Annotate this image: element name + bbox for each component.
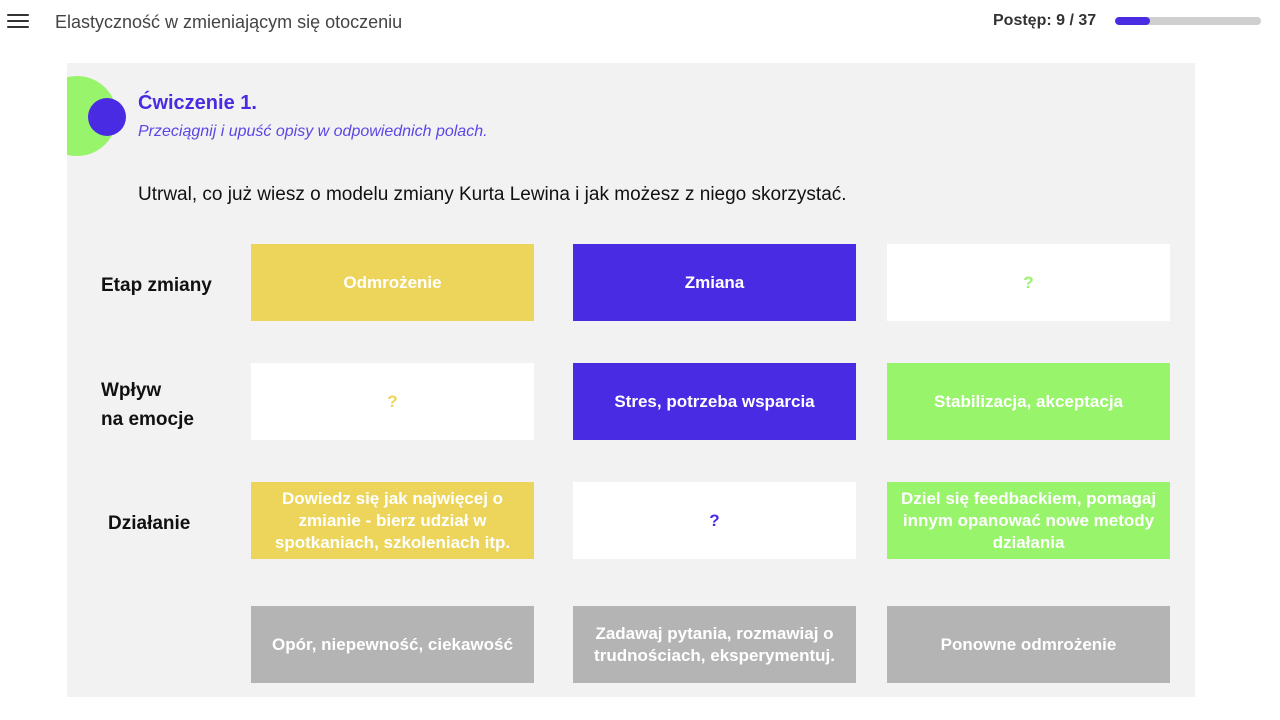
cell-action-3: Dziel się feedbackiem, pomagaj innym opanować nowe metody działania: [887, 482, 1170, 559]
exercise-title: Ćwiczenie 1.: [138, 92, 257, 114]
cell-emotion-2: Stres, potrzeba wsparcia: [573, 363, 856, 440]
progress-bar: [1115, 17, 1261, 25]
cell-stage-1: Odmrożenie: [251, 244, 534, 321]
row-label-action: Działanie: [108, 513, 191, 534]
draggable-item-refreezing[interactable]: Ponowne odmrożenie: [887, 606, 1170, 683]
decorative-purple-circle: [88, 98, 126, 136]
drop-zone-action-2[interactable]: ?: [573, 482, 856, 559]
course-title: Elastyczność w zmieniającym się otoczeniu: [55, 12, 403, 32]
progress-bar-fill: [1115, 17, 1150, 25]
row-label-emotion-line1: Wpływ: [101, 380, 162, 401]
draggable-item-resistance[interactable]: Opór, niepewność, ciekawość: [251, 606, 534, 683]
row-label-emotion: [101, 376, 194, 434]
cell-action-1: Dowiedz się jak najwięcej o zmianie - bierz udział w spotkaniach, szkoleniach itp.: [251, 482, 534, 559]
cell-emotion-3: Stabilizacja, akceptacja: [887, 363, 1170, 440]
drop-zone-stage-3[interactable]: ?: [887, 244, 1170, 321]
progress-label: Postęp: 9 / 37: [993, 12, 1097, 29]
exercise-question: Utrwal, co już wiesz o modelu zmiany Kurta Lewina i jak możesz z niego skorzystać.: [138, 184, 847, 205]
top-bar: [0, 0, 1280, 46]
row-label-stage: Etap zmiany: [101, 275, 212, 296]
cell-stage-2: Zmiana: [573, 244, 856, 321]
drop-zone-emotion-1[interactable]: ?: [251, 363, 534, 440]
draggable-item-ask-questions[interactable]: Zadawaj pytania, rozmawiaj o trudnościach, eksperymentuj.: [573, 606, 856, 683]
exercise-instruction: Przeciągnij i upuść opisy w odpowiednich polach.: [138, 123, 488, 140]
row-label-emotion-line2: na emocje: [101, 409, 194, 430]
hamburger-menu-icon[interactable]: [7, 14, 29, 30]
exercise-panel: [67, 63, 1195, 697]
